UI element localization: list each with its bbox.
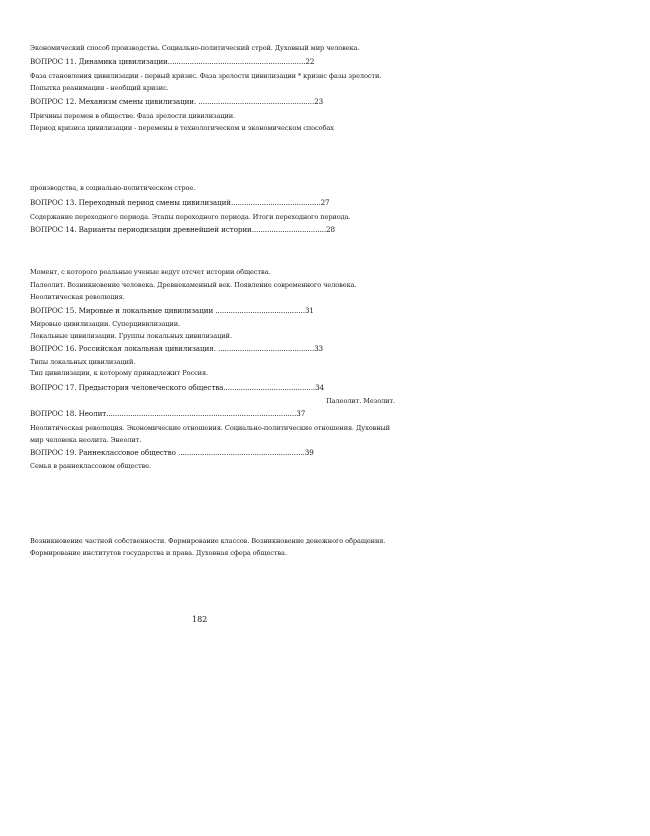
toc-text-line: Период кризиса цивилизации - перемены в технологическом и экономическом способах (30, 124, 334, 132)
toc-text-line: Неолитическая революция. Экономические отношения. Социально-политические отношения. Духовный (30, 424, 390, 432)
toc-question-16: ВОПРОС 16. Российская локальная цивилизация. ............................................33 (30, 344, 324, 353)
toc-text-line: Формирование институтов государства и права. Духовная сфера общества. (30, 549, 287, 557)
toc-question-15: ВОПРОС 15. Мировые и локальные цивилизации .........................................31 (30, 306, 314, 315)
toc-text-line: Причины перемен в обществе. Фаза зрелости цивилизации. (30, 112, 236, 120)
toc-text-line: Тип цивилизации, к которому принадлежит Россия. (30, 369, 209, 377)
toc-question-12: ВОПРОС 12. Механизм смены цивилизации. .....................................................23 (30, 97, 324, 106)
toc-question-14: ВОПРОС 14. Варианты периодизации древнейшей истории..................................28 (30, 225, 335, 234)
toc-text-line: Фаза становления цивилизации - первый кризис. Фаза зрелости цивилизации * кризис фазы зрелости. (30, 72, 382, 80)
toc-question-18: ВОПРОС 18. Неолит.......................................................................................37 (30, 409, 306, 418)
toc-text-line: Локальные цивилизации. Группы локальных цивилизаций. (30, 332, 232, 340)
toc-text-line: производства, в социально-политическом строе. (30, 184, 196, 192)
toc-text-line: Содержание переходного периода. Этапы переходного периода. Итоги переходного периода. (30, 213, 351, 221)
toc-question-13: ВОПРОС 13. Переходный период смены цивилизаций.........................................27 (30, 198, 330, 207)
page-number: 182 (192, 615, 208, 624)
toc-text-line: мир человека неолита. Энеолит. (30, 436, 142, 444)
toc-text-line: Палеолит. Возникновение человека. Древнекаменный век. Появление современного человека. (30, 281, 357, 289)
toc-question-11: ВОПРОС 11. Динамика цивилизации...............................................................22 (30, 57, 315, 66)
toc-text-line: Семья в раннеклассовом обществе. (30, 462, 151, 470)
toc-text-line: Неолитическая революция. (30, 293, 125, 301)
toc-text-line: Возникновение частной собственности. Формирование классов. Возникновение денежного обращения. (30, 537, 386, 545)
toc-question-19: ВОПРОС 19. Раннеклассовое общество ..........................................................39 (30, 448, 314, 457)
toc-text-line: Попытка реанимации - необщий кризис. (30, 84, 169, 92)
toc-text-line: Мировые цивилизации. Суперцивилизации. (30, 320, 180, 328)
toc-text-line: Палеолит. Мезолит. (326, 397, 395, 405)
toc-question-17: ВОПРОС 17. Предыстория человеческого общества..........................................34 (30, 383, 325, 392)
toc-text-line: Типы локальных цивилизаций. (30, 358, 136, 366)
toc-text-line: Экономический способ производства. Социально-политический строй. Духовный мир человека. (30, 44, 360, 52)
toc-text-line: Момент, с которого реальные ученые ведут отсчет истории общества. (30, 268, 271, 276)
